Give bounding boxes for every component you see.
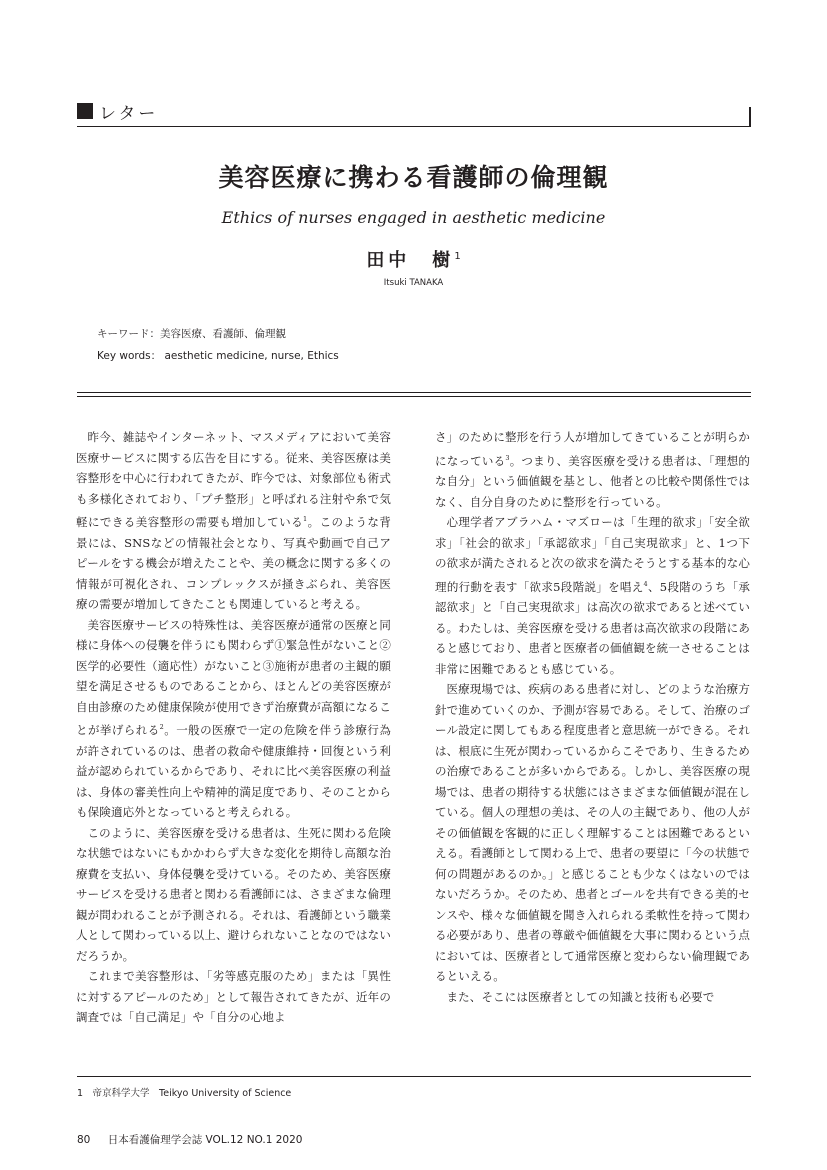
body-column-right: [435, 427, 750, 1007]
paragraph-text: 医療現場では、疾病のある患者に対し、どのような治療方針で進めていくのか、予測が容易である。そして、治療のゴール設定に関してもある程度患者と意思統一ができる。それは、根底に生死が関わっているからこそであり、生きるための治療であることが多いからである。しかし、美容医療の現場では、患者の期待する状態にはさまざまな価値観が混在している。個人の理想の美は、その人の主観であり、他の人がその価値観を客観的に正しく理解することは困難であるといえる。看護師として関わる上で、患者の要望に「今の状態で何の問題があるのか。」と感じることも少なくはないのではないだろうか。そのため、患者とゴールを共有できる美的センスや、様々な価値観を聞き入れられる柔軟性を持って関わる必要があり、患者の尊厳や価値観を大事に関わるという点においては、医療者として通常医療と変わらない倫理観であるといえる。: [435, 682, 750, 983]
paragraph-text: 、5段階のうち「承認欲求」と「自己実現欲求」は高次の欲求であると述べている。わたしは、美容医療を受ける患者は高次欲求の段階にあると感じており、患者と医療者の価値観を統一させることは非常に困難であるとも感じている。: [435, 579, 750, 676]
paragraph: [76, 427, 391, 615]
paragraph-text: 。このような背景には、SNSなどの情報社会となり、写真や動画で自己アピールをする機会が増えたことや、美の概念に関する多くの情報が可視化され、コンプレックスが掻きぶられ、美容医療の需要が増加してきたことも関連していると考える。: [76, 515, 391, 611]
citation-ref: 1: [303, 515, 308, 523]
section-square-icon: [77, 103, 93, 119]
paragraph: [435, 987, 750, 1008]
title-english: Ethics of nurses engaged in aesthetic medicine: [221, 208, 606, 227]
paragraph-text: さ」のために整形を行う人が増加してきていることが明らかになっている: [435, 430, 750, 468]
keywords-block: [97, 323, 339, 367]
keywords-japanese: キーワード：美容医療、看護師、倫理観: [97, 328, 286, 340]
section-label: レター: [99, 104, 159, 124]
paragraph-text: これまで美容整形は、「劣等感克服のため」または「異性に対するアピールのため」として報告されてきたが、近年の調査では「自己満足」や「自分の心地よ: [76, 969, 391, 1024]
footnote: 1 帝京科学大学 Teikyo University of Science: [77, 1088, 292, 1099]
page-footer: [77, 1132, 302, 1147]
citation-ref: 3: [505, 453, 510, 462]
author-affiliation-mark: 1: [454, 251, 461, 262]
title-japanese: 美容医療に携わる看護師の倫理観: [218, 163, 609, 192]
header-rule-end: [749, 107, 751, 127]
paragraph-text: このように、美容医療を受ける患者は、生死に関わる危険な状態ではないにもかかわらず大きな変化を期待し高額な治療費を支払い、身体侵襲を受けている。そのため、美容医療サービスを受ける患者と関わる看護師には、さまざまな倫理観が問われることが予測される。それは、看護師という職業人として関わっている以上、避けられないことなのではないだろうか。: [76, 825, 391, 963]
body-column-left: [76, 427, 391, 1028]
footnote-rule: [77, 1076, 751, 1077]
journal-info: 日本看護倫理学会誌 VOL.12 NO.1 2020: [107, 1134, 303, 1146]
paragraph-text: また、そこには医療者としての知識と技術も必要で: [446, 989, 715, 1004]
paragraph: [76, 966, 391, 1028]
paragraph: [435, 427, 750, 512]
author-name: [0, 246, 827, 272]
paragraph: [435, 679, 750, 987]
section-header: [77, 99, 751, 127]
paragraph-text: 美容医療サービスの特殊性は、美容医療が通常の医療と同様に身体への侵襲を伴うにも関わらず①緊急性がないこと②医学的必要性（適応性）がないこと③施術が患者の主観的願望を満足させるものであることから、ほとんどの美容医療が自由診療のため健康保険が使用できず治療費が高額になることが挙げられる: [76, 617, 391, 737]
paragraph-text: 。一般の医療で一定の危険を伴う診療行為が許されているのは、患者の救命や健康維持・回復という利益が認められているからであり、それに比べ美容医療の利益は、身体の審美性向上や精神的満足度であり、そのことからも保険適応外となっていると考えられる。: [76, 723, 391, 819]
paragraph: [76, 823, 391, 967]
author-romanized: Itsuki TANAKA: [383, 278, 444, 288]
citation-ref: 2: [159, 723, 164, 731]
paragraph-text: 昨今、雑誌やインターネット、マスメディアにおいて美容医療サービスに関する広告を目にする。従来、美容医療は美容整形を中心に行われてきたが、昨今では、対象部位も術式も多様化されており、「プチ整形」と呼ばれる注射や糸で気軽にできる美容整形の需要も増加している: [76, 430, 391, 529]
author-name-text: 田中 樹: [366, 250, 455, 271]
keywords-english: Key words： aesthetic medicine, nurse, Ethics: [97, 350, 339, 362]
page-number: 80: [77, 1134, 91, 1146]
citation-ref: 4: [643, 579, 648, 588]
paragraph: [435, 512, 750, 679]
paragraph-text: 心理学者アブラハム・マズローは「生理的欲求」「安全欲求」「社会的欲求」「承認欲求」「自己実現欲求」と、1つ下の欲求が満たされると次の欲求を満たそうとする基本的な心理的行動を表す「欲求5段階説」を唱え: [435, 515, 750, 594]
paragraph-text: 。つまり、美容医療を受ける患者は、「理想的な自分」という価値観を基とし、他者との比較や関係性ではなく、自分自身のために整形を行っている。: [435, 453, 750, 509]
double-rule: [77, 392, 751, 397]
paragraph: [76, 615, 391, 823]
